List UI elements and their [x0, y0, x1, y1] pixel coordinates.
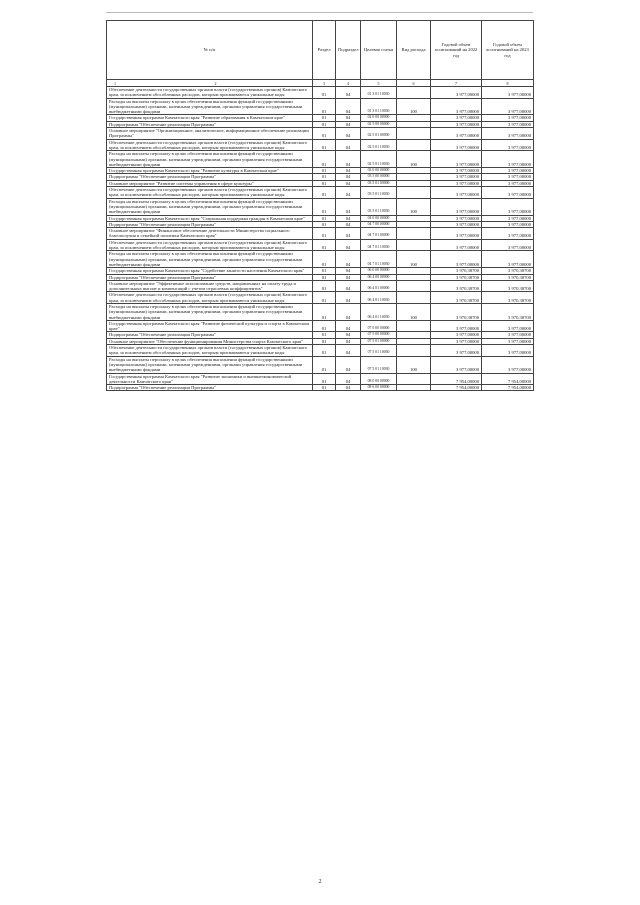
target-article-cell: 02 5 01 00000	[361, 128, 397, 140]
row-name: Подпрограмма "Обеспечение реализации Программы"	[107, 121, 313, 127]
razdel-cell: 01	[313, 274, 336, 280]
target-article-cell: 07 5 01 00000	[361, 338, 397, 344]
column-number: 1	[114, 80, 116, 86]
target-article-cell: 07 5 00 00000	[361, 332, 397, 338]
amount-2023-cell: 3 977,00000	[482, 239, 534, 251]
amount-2022-cell: 3 977,00000	[431, 174, 482, 180]
row-name: Основное мероприятие "Эффективное использование средств, направленных на оплату труда и дополнительных выплат и компенсаций с учетом отраслевых коэффициентов"	[107, 280, 313, 292]
razdel-cell: 01	[313, 121, 336, 127]
podrazdel-cell: 04	[336, 139, 361, 151]
amount-2022-cell: 3 977,00000	[431, 139, 482, 151]
amount-2022-cell: 3 970,38700	[431, 274, 482, 280]
expense-type-cell	[397, 239, 431, 251]
target-article-cell: 04 7 00 00000	[361, 221, 397, 227]
amount-2022-cell: 3 977,00000	[431, 98, 482, 115]
amount-2023-cell: 3 977,00000	[482, 338, 534, 344]
table-row	[107, 98, 534, 115]
row-name: Расходы на выплаты персоналу в целях обеспечения выполнения функций государственными (муниципальными) органами, казенными учреждениями, органами управления государственными внебюджетными фондами	[107, 198, 313, 215]
podrazdel-cell: 04	[336, 87, 361, 99]
podrazdel-cell: 04	[336, 303, 361, 320]
amount-2023-cell: 3 970,38700	[482, 292, 534, 304]
row-name: Обеспечение деятельности государственных органов власти (государственных органов) Камчатского края, за исключением обособленных расходов, которым присваиваются уникальные коды	[107, 87, 313, 99]
amount-2022-cell: 3 977,00000	[431, 128, 482, 140]
row-name: Государственная программа Камчатского края "Развитие физической культуры и спорта в Камчатском крае"	[107, 320, 313, 332]
razdel-cell: 01	[313, 128, 336, 140]
table-row	[107, 187, 534, 199]
amount-2023-cell: 3 977,00000	[482, 128, 534, 140]
expense-type-cell: 100	[397, 303, 431, 320]
razdel-cell: 01	[313, 292, 336, 304]
razdel-cell: 01	[313, 87, 336, 99]
expense-type-cell: 100	[397, 356, 431, 373]
row-name: Расходы на выплаты персоналу в целях обеспечения выполнения функций государственными (муниципальными) органами, казенными учреждениями, органами управления государственными внебюджетными фондами	[107, 151, 313, 168]
amount-2022-cell: 3 977,00000	[431, 87, 482, 99]
row-name: Обеспечение деятельности государственных органов власти (государственных органов) Камчатского края, за исключением обособленных расходов, которым присваиваются уникальные коды	[107, 239, 313, 251]
amount-2023-cell: 3 977,00000	[482, 251, 534, 268]
table-row	[107, 280, 534, 292]
amount-2023-cell: 3 977,00000	[482, 198, 534, 215]
row-name: Обеспечение деятельности государственных органов власти (государственных органов) Камчатского края, за исключением обособленных расходов, которым присваиваются уникальные коды	[107, 139, 313, 151]
row-name: Государственная программа Камчатского края "Развитие экономики и внешнеэкономической деятельности Камчатского края"	[107, 373, 313, 385]
razdel-cell: 01	[313, 239, 336, 251]
target-article-cell: 06 4 00 00000	[361, 274, 397, 280]
podrazdel-cell: 04	[336, 168, 361, 174]
razdel-cell: 01	[313, 187, 336, 199]
row-name: Расходы на выплаты персоналу в целях обеспечения выполнения функций государственными (муниципальными) органами, казенными учреждениями, органами управления государственными внебюджетными фондами	[107, 251, 313, 268]
column-number: 2	[214, 80, 217, 86]
amount-2022-cell: 3 977,00000	[431, 151, 482, 168]
target-article-cell: 03 5 01 10030	[361, 187, 397, 199]
podrazdel-cell: 04	[336, 332, 361, 338]
podrazdel-cell: 04	[336, 228, 361, 240]
razdel-cell: 01	[313, 221, 336, 227]
target-article-cell: 04 7 01 10030	[361, 239, 397, 251]
column-number-cell	[107, 80, 313, 87]
row-name: Основное мероприятие "Финансовое обеспечение деятельности Министерства социального благополучия и семейной политики Камчатского края"	[107, 228, 313, 240]
amount-2023-cell: 3 977,00000	[482, 187, 534, 199]
razdel-cell: 01	[313, 385, 336, 391]
target-article-cell: 02 5 00 00000	[361, 121, 397, 127]
amount-2022-cell: 3 977,00000	[431, 115, 482, 121]
target-article-cell: 01 3 01 10030	[361, 98, 397, 115]
table-row	[107, 385, 534, 391]
amount-2023-cell: 3 970,38700	[482, 303, 534, 320]
razdel-cell: 01	[313, 180, 336, 186]
header-row	[107, 21, 534, 80]
row-name: Подпрограмма "Обеспечение реализации Программы"	[107, 221, 313, 227]
table-row	[107, 128, 534, 140]
amount-2023-cell: 7 954,00000	[482, 373, 534, 385]
razdel-cell: 01	[313, 198, 336, 215]
column-header-3: Подраздел	[336, 21, 361, 80]
amount-2022-cell: 3 970,38700	[431, 280, 482, 292]
row-name: Обеспечение деятельности государственных органов власти (государственных органов) Камчатского края, за исключением обособленных расходов, которым присваиваются уникальные коды	[107, 292, 313, 304]
column-number-cell: 5	[361, 80, 397, 87]
row-name: Государственная программа Камчатского края "Развитие культуры в Камчатском крае"	[107, 168, 313, 174]
amount-2022-cell: 3 977,00000	[431, 198, 482, 215]
amount-2022-cell: 3 977,00000	[431, 338, 482, 344]
podrazdel-cell: 04	[336, 385, 361, 391]
table-row	[107, 251, 534, 268]
column-header-5: Вид расхода	[397, 21, 431, 80]
amount-2023-cell: 3 977,00000	[482, 168, 534, 174]
razdel-cell: 01	[313, 332, 336, 338]
expense-type-cell	[397, 128, 431, 140]
amount-2023-cell: 3 977,00000	[482, 87, 534, 99]
razdel-cell: 01	[313, 115, 336, 121]
expense-type-cell: 100	[397, 98, 431, 115]
amount-2022-cell: 7 954,00000	[431, 373, 482, 385]
target-article-cell: 02 5 01 10030	[361, 151, 397, 168]
amount-2022-cell: 3 977,00000	[431, 221, 482, 227]
razdel-cell: 01	[313, 215, 336, 221]
column-number-cell: 7	[431, 80, 482, 87]
target-article-cell: 01 3 01 10030	[361, 87, 397, 99]
podrazdel-cell: 04	[336, 98, 361, 115]
amount-2023-cell: 7 954,00000	[482, 385, 534, 391]
table-row	[107, 239, 534, 251]
podrazdel-cell: 04	[336, 174, 361, 180]
expense-type-cell: 100	[397, 251, 431, 268]
amount-2022-cell: 3 977,00000	[431, 356, 482, 373]
razdel-cell: 01	[313, 345, 336, 357]
column-number-cell: 3	[313, 80, 336, 87]
amount-2022-cell: 3 970,38700	[431, 268, 482, 274]
target-article-cell: 04 7 01 10030	[361, 251, 397, 268]
razdel-cell: 01	[313, 98, 336, 115]
amount-2023-cell: 3 977,00000	[482, 320, 534, 332]
row-name: Расходы на выплаты персоналу в целях обеспечения выполнения функций государственными (муниципальными) органами, казенными учреждениями, органами управления государственными внебюджетными фондами	[107, 98, 313, 115]
amount-2023-cell: 3 977,00000	[482, 139, 534, 151]
target-article-cell: 04 0 00 00000	[361, 215, 397, 221]
row-name: Подпрограмма "Обеспечение реализации Программы"	[107, 332, 313, 338]
column-header-7: Годовой объем ассигнований на 2023 год	[482, 21, 534, 80]
razdel-cell: 01	[313, 303, 336, 320]
amount-2022-cell: 3 977,00000	[431, 228, 482, 240]
target-article-cell: 06 4 01 10030	[361, 303, 397, 320]
amount-2022-cell: 3 977,00000	[431, 180, 482, 186]
table-row	[107, 151, 534, 168]
podrazdel-cell: 04	[336, 115, 361, 121]
razdel-cell: 01	[313, 356, 336, 373]
amount-2023-cell: 3 977,00000	[482, 151, 534, 168]
page-number: 2	[318, 879, 322, 885]
table-row	[107, 373, 534, 385]
razdel-cell: 01	[313, 320, 336, 332]
amount-2022-cell: 3 977,00000	[431, 215, 482, 221]
table-row	[107, 228, 534, 240]
amount-2023-cell: 3 977,00000	[482, 332, 534, 338]
target-article-cell: 03 0 00 00000	[361, 168, 397, 174]
podrazdel-cell: 04	[336, 292, 361, 304]
row-name: Подпрограмма "Обеспечение реализации Программы"	[107, 385, 313, 391]
expense-type-cell: 100	[397, 198, 431, 215]
podrazdel-cell: 04	[336, 356, 361, 373]
amount-2022-cell: 3 970,38700	[431, 303, 482, 320]
razdel-cell: 01	[313, 280, 336, 292]
row-name: Основное мероприятие "Организационное, аналитическое, информационное обеспечение реализации Программы"	[107, 128, 313, 140]
expense-type-cell	[397, 228, 431, 240]
amount-2023-cell: 3 977,00000	[482, 98, 534, 115]
razdel-cell: 01	[313, 139, 336, 151]
table-row	[107, 356, 534, 373]
column-header-6: Годовой объем ассигнований на 2022 год	[431, 21, 482, 80]
expense-type-cell	[397, 320, 431, 332]
expense-type-cell	[397, 187, 431, 199]
row-name: Подпрограмма "Обеспечение реализации Программы"	[107, 174, 313, 180]
expense-type-cell	[397, 139, 431, 151]
razdel-cell: 01	[313, 168, 336, 174]
expense-type-cell	[397, 292, 431, 304]
podrazdel-cell: 04	[336, 338, 361, 344]
razdel-cell: 01	[313, 228, 336, 240]
target-article-cell: 06 0 00 00000	[361, 268, 397, 274]
amount-2023-cell: 3 977,00000	[482, 180, 534, 186]
target-article-cell: 02 5 01 10030	[361, 139, 397, 151]
razdel-cell: 01	[313, 151, 336, 168]
target-article-cell: 08 0 00 00000	[361, 373, 397, 385]
top-rule	[106, 12, 533, 13]
target-article-cell: 06 4 01 00000	[361, 280, 397, 292]
row-name: Обеспечение деятельности государственных органов власти (государственных органов) Камчатского края, за исключением обособленных расходов, которым присваиваются уникальные коды	[107, 345, 313, 357]
row-name: Подпрограмма "Обеспечение реализации Программы"	[107, 274, 313, 280]
row-name: Основное мероприятие "Обеспечение функционирования Министерства спорта Камчатского края"	[107, 338, 313, 344]
amount-2023-cell: 3 977,00000	[482, 221, 534, 227]
podrazdel-cell: 04	[336, 187, 361, 199]
target-article-cell: 08 6 00 00000	[361, 385, 397, 391]
table-row	[107, 345, 534, 357]
podrazdel-cell: 04	[336, 180, 361, 186]
razdel-cell: 01	[313, 373, 336, 385]
expense-type-cell	[397, 385, 431, 391]
table-row	[107, 87, 534, 99]
target-article-cell: 06 4 01 10030	[361, 292, 397, 304]
row-name: Обеспечение деятельности государственных органов власти (государственных органов) Камчатского края, за исключением обособленных расходов, которым присваиваются уникальные коды	[107, 187, 313, 199]
amount-2023-cell: 3 977,00000	[482, 121, 534, 127]
podrazdel-cell: 04	[336, 251, 361, 268]
table-body	[107, 87, 534, 391]
target-article-cell: 03 5 00 00000	[361, 174, 397, 180]
amount-2023-cell: 3 977,00000	[482, 356, 534, 373]
column-header-4: Целевая статья	[361, 21, 397, 80]
amount-2022-cell: 3 977,00000	[431, 187, 482, 199]
table-row	[107, 303, 534, 320]
target-article-cell: 07 0 00 00000	[361, 320, 397, 332]
expense-type-cell: 100	[397, 151, 431, 168]
row-name: Расходы на выплаты персоналу в целях обеспечения выполнения функций государственными (муниципальными) органами, казенными учреждениями, органами управления государственными внебюджетными фондами	[107, 303, 313, 320]
podrazdel-cell: 04	[336, 274, 361, 280]
table-row	[107, 198, 534, 215]
podrazdel-cell: 04	[336, 280, 361, 292]
column-number-cell: 6	[397, 80, 431, 87]
podrazdel-cell: 04	[336, 320, 361, 332]
podrazdel-cell: 04	[336, 151, 361, 168]
row-name: Расходы на выплаты персоналу в целях обеспечения выполнения функций государственными (муниципальными) органами, казенными учреждениями, органами управления государственными внебюджетными фондами	[107, 356, 313, 373]
razdel-cell: 01	[313, 174, 336, 180]
column-number-row	[107, 80, 534, 87]
amount-2022-cell: 3 977,00000	[431, 239, 482, 251]
target-article-cell: 03 5 01 00000	[361, 180, 397, 186]
podrazdel-cell: 04	[336, 239, 361, 251]
podrazdel-cell: 04	[336, 121, 361, 127]
podrazdel-cell: 04	[336, 221, 361, 227]
row-name: Государственная программа Камчатского края "Содействие занятости населения Камчатского края"	[107, 268, 313, 274]
row-name: Государственная программа Камчатского края "Социальная поддержка граждан в Камчатском крае"	[107, 215, 313, 221]
amount-2023-cell: 3 977,00000	[482, 228, 534, 240]
amount-2022-cell: 3 977,00000	[431, 320, 482, 332]
amount-2023-cell: 3 977,00000	[482, 174, 534, 180]
amount-2022-cell: 3 977,00000	[431, 168, 482, 174]
podrazdel-cell: 04	[336, 198, 361, 215]
podrazdel-cell: 04	[336, 268, 361, 274]
razdel-cell: 01	[313, 251, 336, 268]
target-article-cell: 07 5 01 10030	[361, 356, 397, 373]
column-number-cell: 4	[336, 80, 361, 87]
column-number-cell: 8	[482, 80, 534, 87]
podrazdel-cell: 04	[336, 373, 361, 385]
row-name: Государственная программа Камчатского края "Развитие образования в Камчатском крае"	[107, 115, 313, 121]
row-name: Основное мероприятие "Развитие системы управления в сфере культуры"	[107, 180, 313, 186]
target-article-cell: 02 0 00 00000	[361, 115, 397, 121]
column-header-1: № п/п	[107, 21, 313, 80]
podrazdel-cell: 04	[336, 215, 361, 221]
amount-2023-cell: 3 977,00000	[482, 345, 534, 357]
expense-type-cell	[397, 87, 431, 99]
amount-2022-cell: 3 970,38700	[431, 292, 482, 304]
expense-type-cell	[397, 373, 431, 385]
amount-2022-cell: 3 977,00000	[431, 121, 482, 127]
target-article-cell: 04 7 01 00000	[361, 228, 397, 240]
razdel-cell: 01	[313, 338, 336, 344]
budget-table	[106, 20, 534, 391]
podrazdel-cell: 04	[336, 128, 361, 140]
amount-2023-cell: 3 977,00000	[482, 215, 534, 221]
amount-2022-cell: 3 977,00000	[431, 332, 482, 338]
amount-2022-cell: 7 954,00000	[431, 385, 482, 391]
amount-2023-cell: 3 970,38700	[482, 268, 534, 274]
podrazdel-cell: 04	[336, 345, 361, 357]
table-row	[107, 292, 534, 304]
amount-2023-cell: 3 970,38700	[482, 280, 534, 292]
column-header-2: Раздел	[313, 21, 336, 80]
table-row	[107, 320, 534, 332]
razdel-cell: 01	[313, 268, 336, 274]
amount-2022-cell: 3 977,00000	[431, 345, 482, 357]
target-article-cell: 07 5 01 10030	[361, 345, 397, 357]
expense-type-cell	[397, 345, 431, 357]
table-row	[107, 139, 534, 151]
expense-type-cell	[397, 280, 431, 292]
target-article-cell: 03 5 01 10030	[361, 198, 397, 215]
amount-2023-cell: 3 970,38700	[482, 274, 534, 280]
amount-2022-cell: 3 977,00000	[431, 251, 482, 268]
amount-2023-cell: 3 977,00000	[482, 115, 534, 121]
